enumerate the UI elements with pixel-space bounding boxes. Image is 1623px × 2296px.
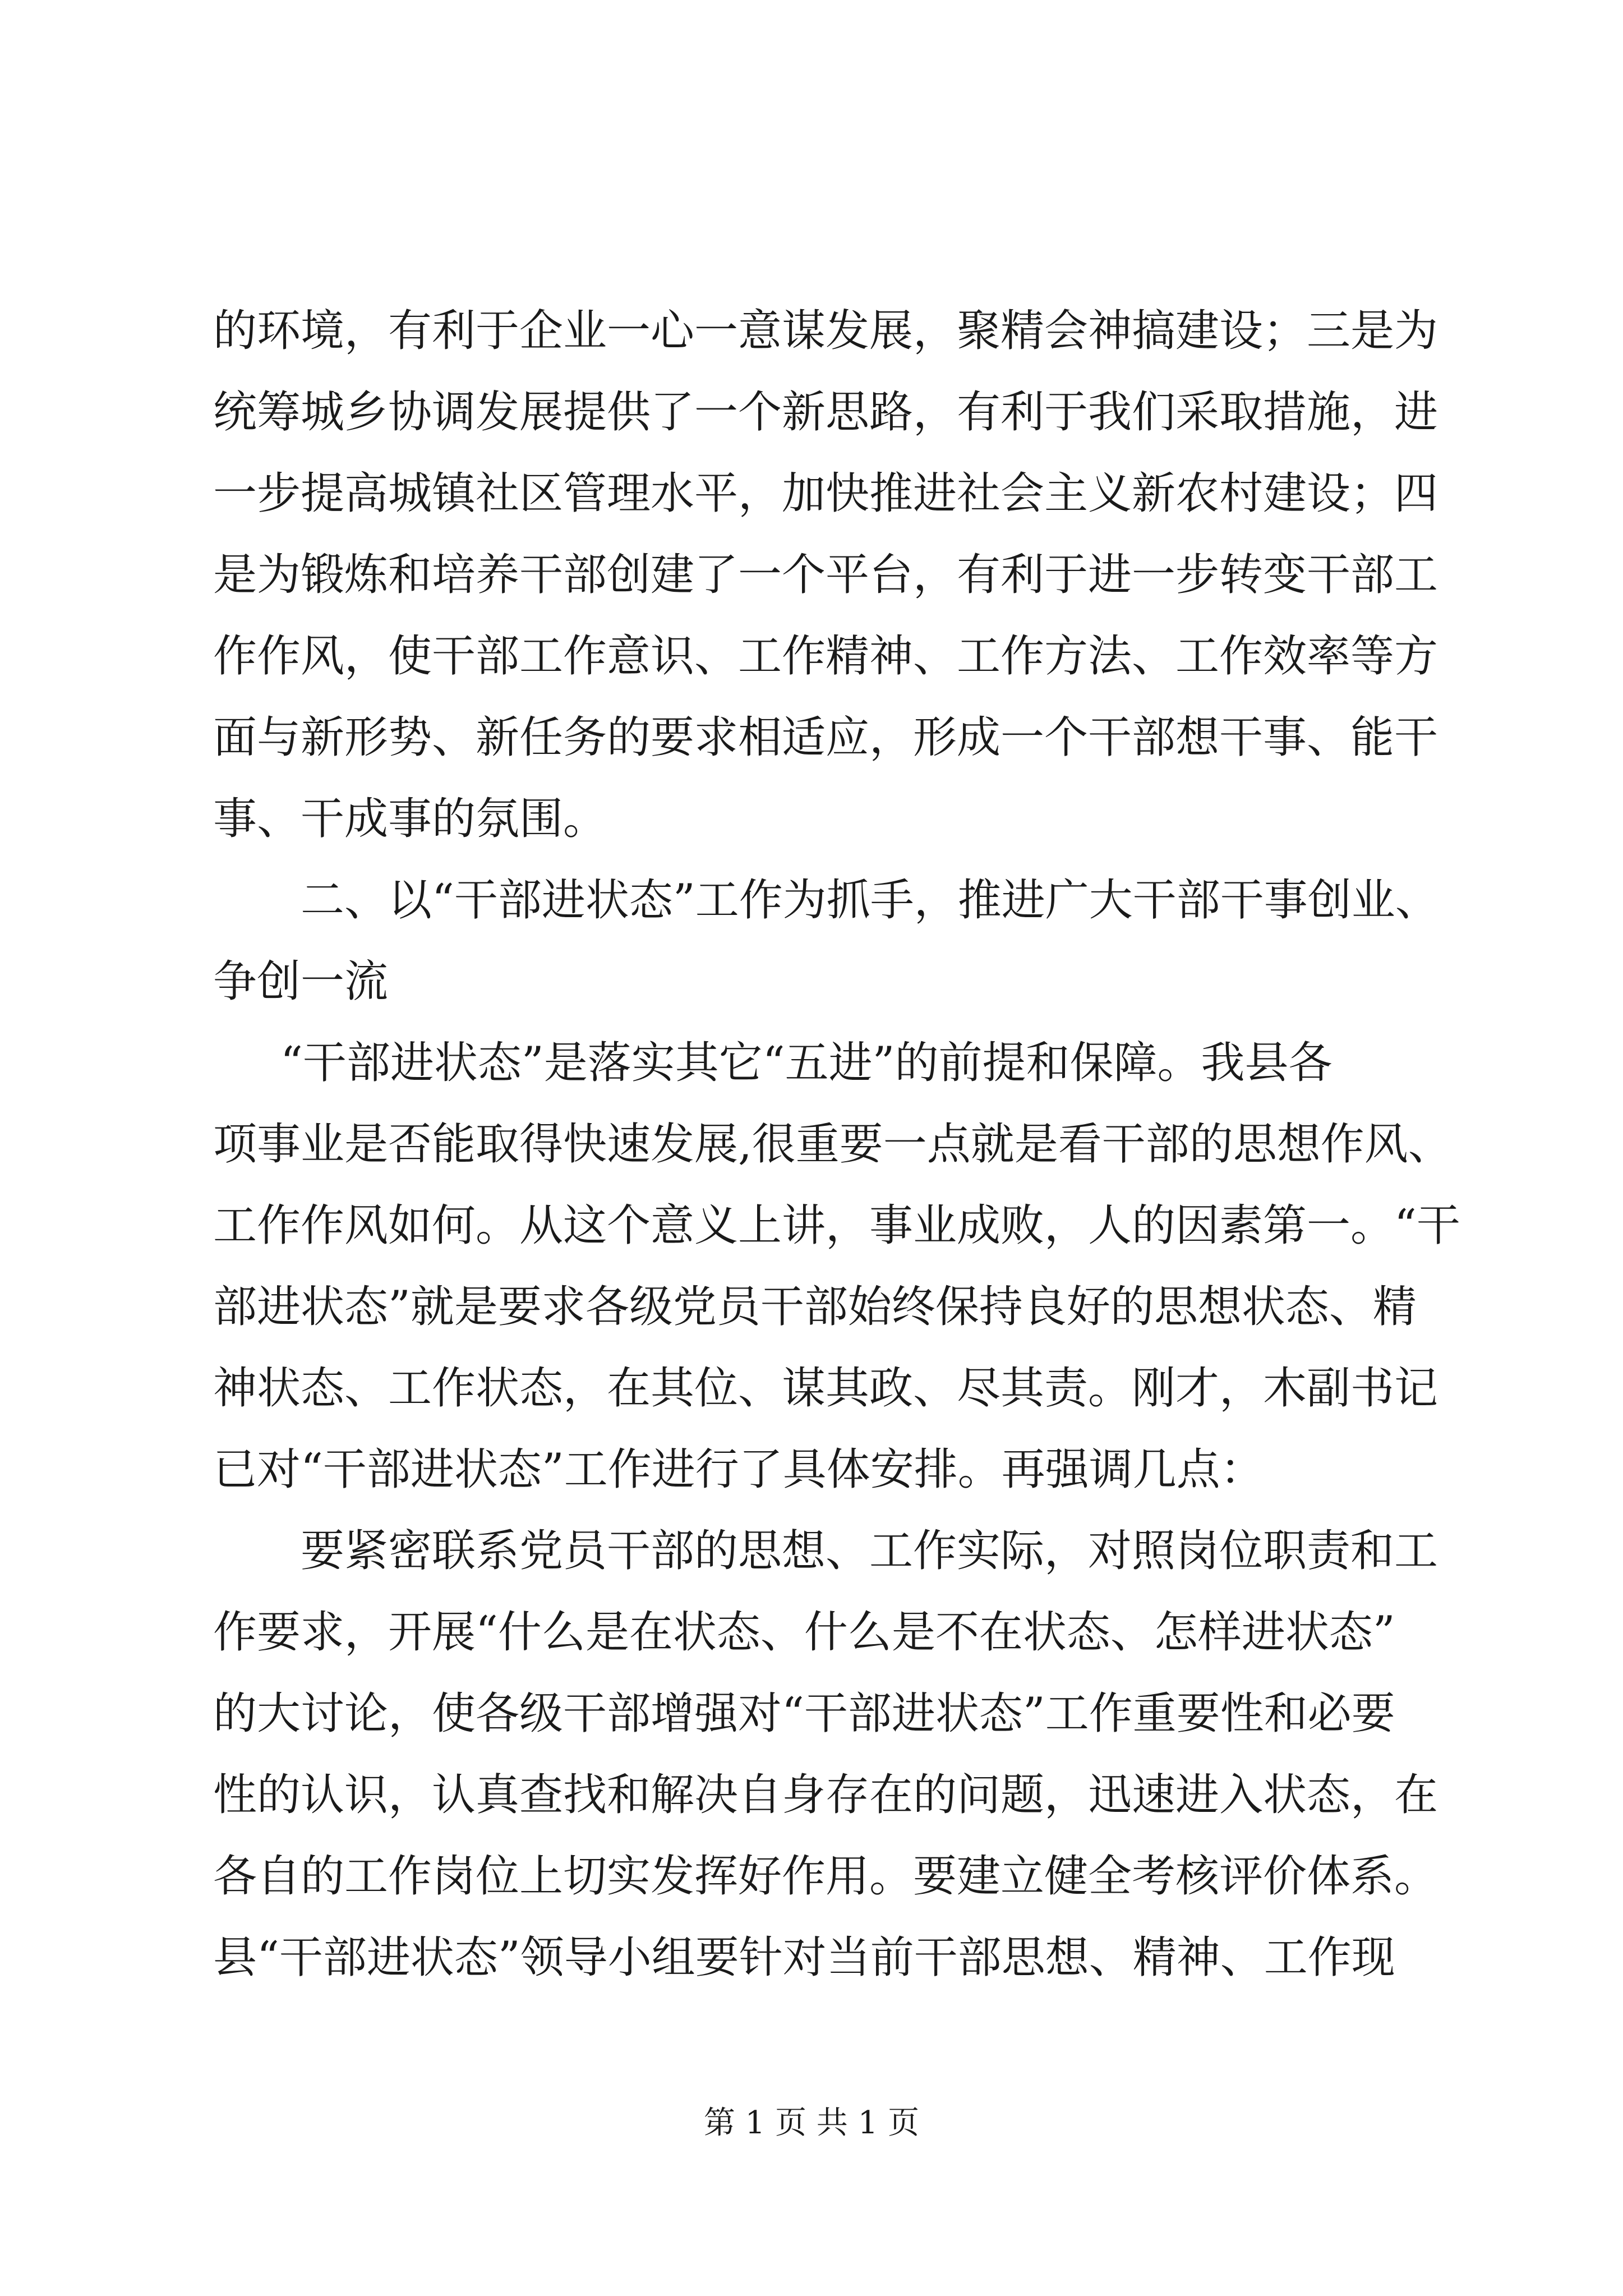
text-line: 神状态、工作状态，在其位、谋其政、尽其责。刚才，木副书记	[213, 1363, 1438, 1414]
text-line: 事、干成事的氛围。	[213, 794, 607, 844]
text-line: 作要求，开展“什么是在状态、什么是不在状态、怎样进状态”	[213, 1607, 1395, 1658]
section-heading: 二、以“干部进状态”工作为抓手，推进广大干部干事创业、	[301, 875, 1439, 926]
text-line: 作作风，使干部工作意识、工作精神、工作方法、工作效率等方	[213, 631, 1438, 682]
text-line: 一步提高城镇社区管理水平，加快推进社会主义新农村建设；四	[213, 468, 1438, 519]
text-line: 面与新形势、新任务的要求相适应，形成一个干部想干事、能干	[213, 712, 1438, 763]
text-line: 部进状态”就是要求各级党员干部始终保持良好的思想状态、精	[213, 1282, 1417, 1332]
section-heading-continued: 争创一流	[213, 956, 389, 1007]
text-line: 要紧密联系党员干部的思想、工作实际，对照岗位职责和工	[301, 1526, 1438, 1576]
text-line: 县“干部进状态”领导小组要针对当前干部思想、精神、工作现	[213, 1932, 1395, 1983]
text-line: 项事业是否能取得快速发展,很重要一点就是看干部的思想作风、	[213, 1119, 1452, 1170]
text-line: “干部进状态”是落实其它“五进”的前提和保障。我县各	[280, 1038, 1332, 1088]
text-line: 已对“干部进状态”工作进行了具体安排。再强调几点：	[213, 1444, 1264, 1495]
page-number-footer: 第 1 页 共 1 页	[703, 2105, 920, 2141]
text-line: 是为锻炼和培养干部创建了一个平台，有利于进一步转变干部工	[213, 550, 1438, 600]
text-line: 的环境，有利于企业一心一意谋发展，聚精会神搞建设；三是为	[213, 306, 1438, 356]
text-line: 的大讨论，使各级干部增强对“干部进状态”工作重要性和必要	[213, 1688, 1395, 1739]
text-line: 性的认识，认真查找和解决自身存在的问题，迅速进入状态，在	[213, 1770, 1438, 1820]
document-body	[213, 291, 1460, 1999]
text-line: 统筹城乡协调发展提供了一个新思路，有利于我们采取措施，进	[213, 387, 1438, 438]
text-line: 各自的工作岗位上切实发挥好作用。要建立健全考核评价体系。	[213, 1851, 1438, 1902]
text-line: 工作作风如何。从这个意义上讲，事业成败，人的因素第一。“干	[213, 1200, 1460, 1251]
